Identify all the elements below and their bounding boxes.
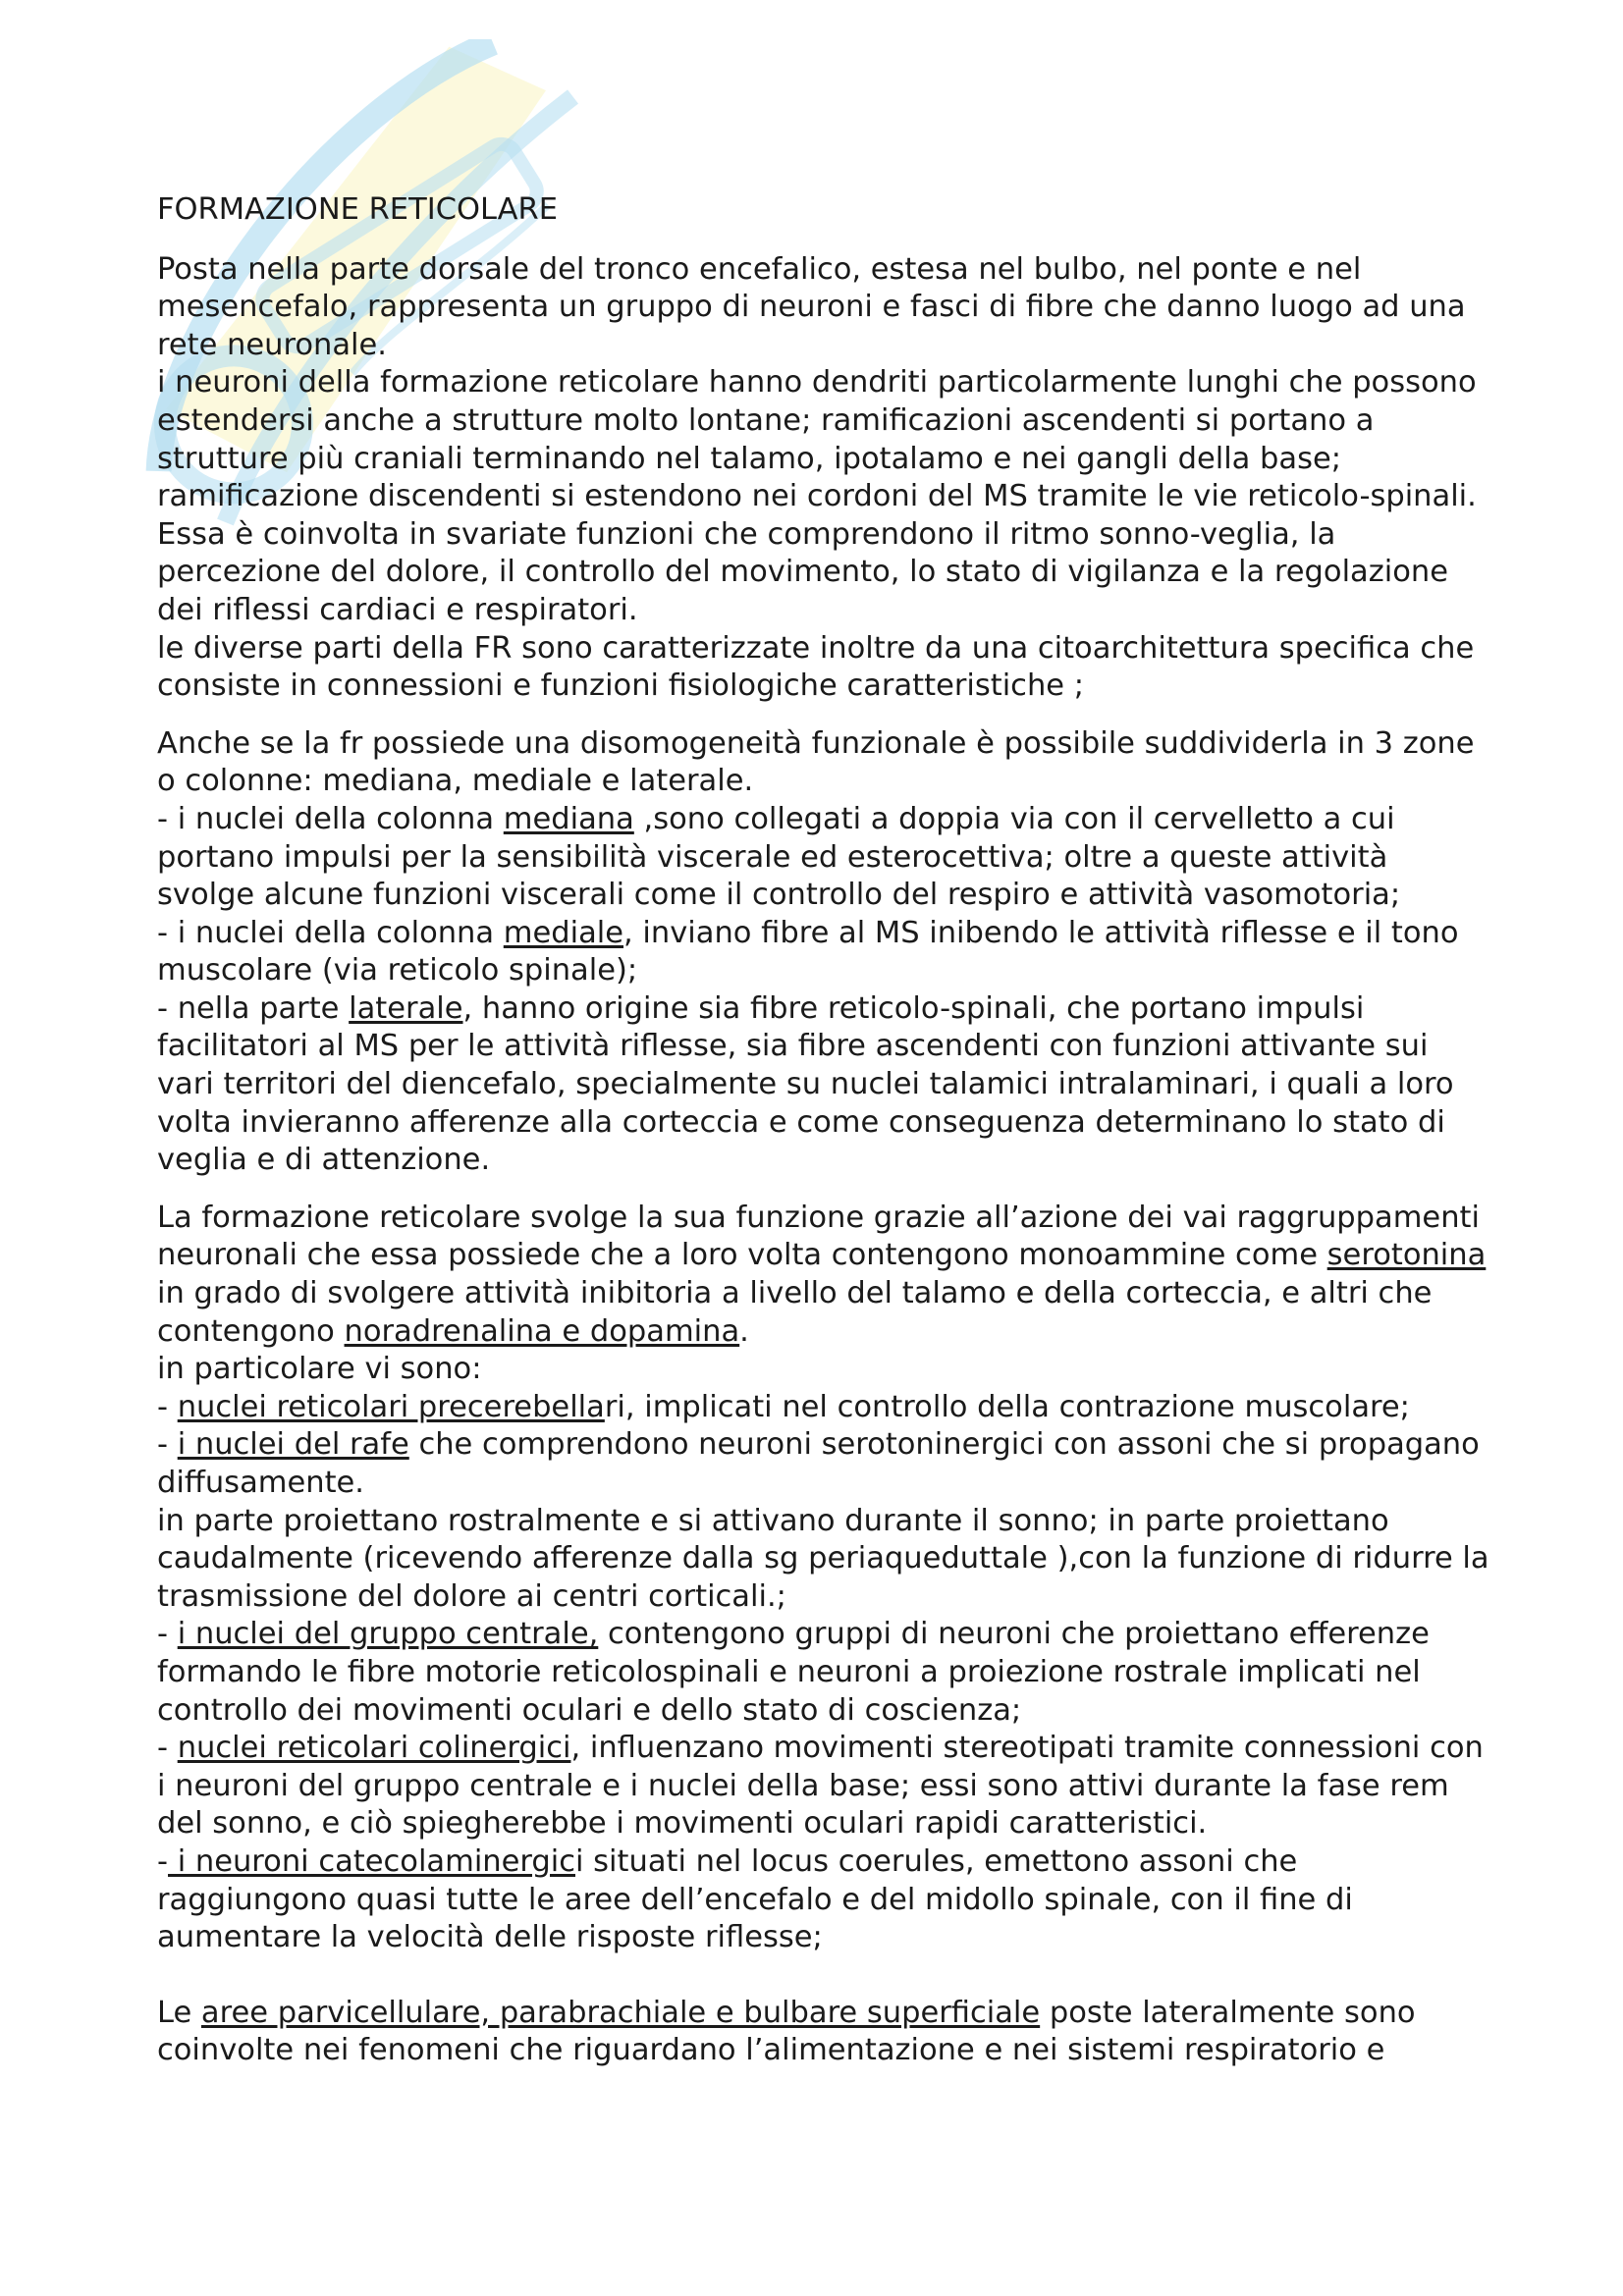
text: - — [157, 1843, 169, 1879]
underlined-term: nuclei reticolari precerebella — [177, 1389, 605, 1424]
text: - — [157, 1731, 178, 1766]
paragraph: Essa è coinvolta in svariate funzioni che comprendono il ritmo sonno-veglia, la percezione del dolore, il controllo del movimento, lo stato di vigilanza e la regolazione dei riflessi cardiaci e respiratori. — [157, 516, 1448, 627]
text: Le — [157, 1995, 201, 2030]
underlined-term: serotonina — [1326, 1238, 1487, 1273]
text: i situati nel locus coerules, emettono assoni che raggiungono quasi tutte le aree dell’encefalo e del midollo spinale, con il fine di aumentare la velocità delle risposte riflesse; — [157, 1843, 1353, 1955]
underlined-term: mediana — [503, 801, 634, 836]
text: . — [739, 1313, 749, 1349]
underlined-term: i neuroni catecolaminergic — [168, 1843, 575, 1879]
paragraph: in parte proiettano rostralmente e si attivano durante il sonno; in parte proiettano caudalmente (ricevendo afferenze dalla sg periaqueduttale ),con la funzione di ridurre la trasmissione del dolore ai centri corticali.; — [157, 1503, 1489, 1614]
underlined-term: i nuclei del rafe — [177, 1427, 409, 1463]
paragraph: i neuroni della formazione reticolare hanno dendriti particolarmente lunghi che possono estendersi anche a strutture molto lontane; ramificazioni ascendenti si portano a strutture più craniali terminando nel talamo, ipotalamo e nei gangli della base; ramificazione discendenti si estendono nei cordoni del MS tramite le vie reticolo-spinali. — [157, 365, 1477, 514]
paragraph: le diverse parti della FR sono caratterizzate inoltre da una citoarchitettura specifica che consiste in connessioni e funzioni fisiologiche caratteristiche ; — [157, 630, 1475, 704]
text: poste lateralmente sono coinvolte nei fenomeni che riguardano l’alimentazione e nei sistemi respiratorio e — [157, 1995, 1416, 2068]
list-item — [157, 990, 1492, 1180]
list-item — [157, 801, 1492, 915]
underlined-term: noradrenalina e dopamina — [344, 1313, 740, 1349]
document-title: FORMAZIONE RETICOLARE — [157, 192, 559, 227]
paragraph: in particolare vi sono: — [157, 1352, 482, 1387]
list-item — [157, 1843, 1492, 1957]
text: La formazione reticolare svolge la sua funzione grazie all’azione dei vai raggruppamenti neuronali che essa possiede che a loro volta contengono monoammine come — [157, 1200, 1480, 1273]
list-item — [157, 1389, 1492, 1427]
list-item — [157, 1730, 1492, 1843]
paragraph — [157, 1995, 1492, 2070]
text: ,sono collegati a doppia via con il cervelletto a cui portano impulsi per la sensibilità viscerale ed esterocettiva; oltre a queste attività svolge alcune funzioni viscerali come il controllo del respiro e attività vasomotoria; — [157, 801, 1401, 913]
text: in grado di svolgere attività inibitoria a livello del talamo e della corteccia, e altri che contengono — [157, 1276, 1433, 1349]
underlined-term: laterale — [349, 990, 463, 1026]
text: ri, implicati nel controllo della contrazione muscolare; — [604, 1389, 1410, 1424]
text: - i nuclei della colonna — [157, 801, 504, 836]
text: - — [157, 1617, 178, 1652]
underlined-term: nuclei reticolari colinergici — [177, 1731, 571, 1766]
text: , hanno origine sia fibre reticolo-spinali, che portano impulsi facilitatori al MS per le attività riflesse, sia fibre ascendenti con funzioni attivante sui vari territori del diencefalo, specialmente su nuclei talamici intralaminari, i quali a loro volta invieranno afferenze alla corteccia e come conseguenza determinano lo stato di veglia e di attenzione. — [157, 990, 1454, 1178]
text: , inviano fibre al MS inibendo le attività riflesse e il tono muscolare (via reticolo spinale); — [157, 915, 1459, 988]
underlined-term: i nuclei del gruppo centrale, — [177, 1617, 599, 1652]
underlined-term: mediale — [503, 915, 624, 950]
text: - — [157, 1427, 178, 1463]
text: - nella parte — [157, 990, 350, 1026]
list-item — [157, 915, 1492, 990]
text: - i nuclei della colonna — [157, 915, 504, 950]
paragraph: Anche se la fr possiede una disomogeneità funzionale è possibile suddividerla in 3 zone o colonne: mediana, mediale e laterale. — [157, 725, 1475, 799]
text: , influenzano movimenti stereotipati tramite connessioni con i neuroni del gruppo centrale e i nuclei della base; essi sono attivi durante la fase rem del sonno, e ciò spiegherebbe i movimenti oculari rapidi caratteristici. — [157, 1731, 1484, 1842]
document-page — [157, 191, 1492, 2070]
paragraph: Posta nella parte dorsale del tronco encefalico, estesa nel bulbo, nel ponte e nel mesencefalo, rappresenta un gruppo di neuroni e fasci di fibre che danno luogo ad una rete neuronale. — [157, 251, 1466, 362]
list-item — [157, 1426, 1492, 1502]
paragraph — [157, 1200, 1492, 1351]
list-item — [157, 1616, 1492, 1730]
text: contengono gruppi di neuroni che proiettano efferenze formando le fibre motorie reticolospinali e neuroni a proiezione rostrale implicati nel controllo dei movimenti oculari e dello stato di coscienza; — [157, 1617, 1430, 1728]
text: - — [157, 1389, 178, 1424]
underlined-term: aree parvicellulare, parabrachiale e bulbare superficiale — [200, 1995, 1041, 2030]
text: che comprendono neuroni serotoninergici con assoni che si propagano diffusamente. — [157, 1427, 1480, 1500]
